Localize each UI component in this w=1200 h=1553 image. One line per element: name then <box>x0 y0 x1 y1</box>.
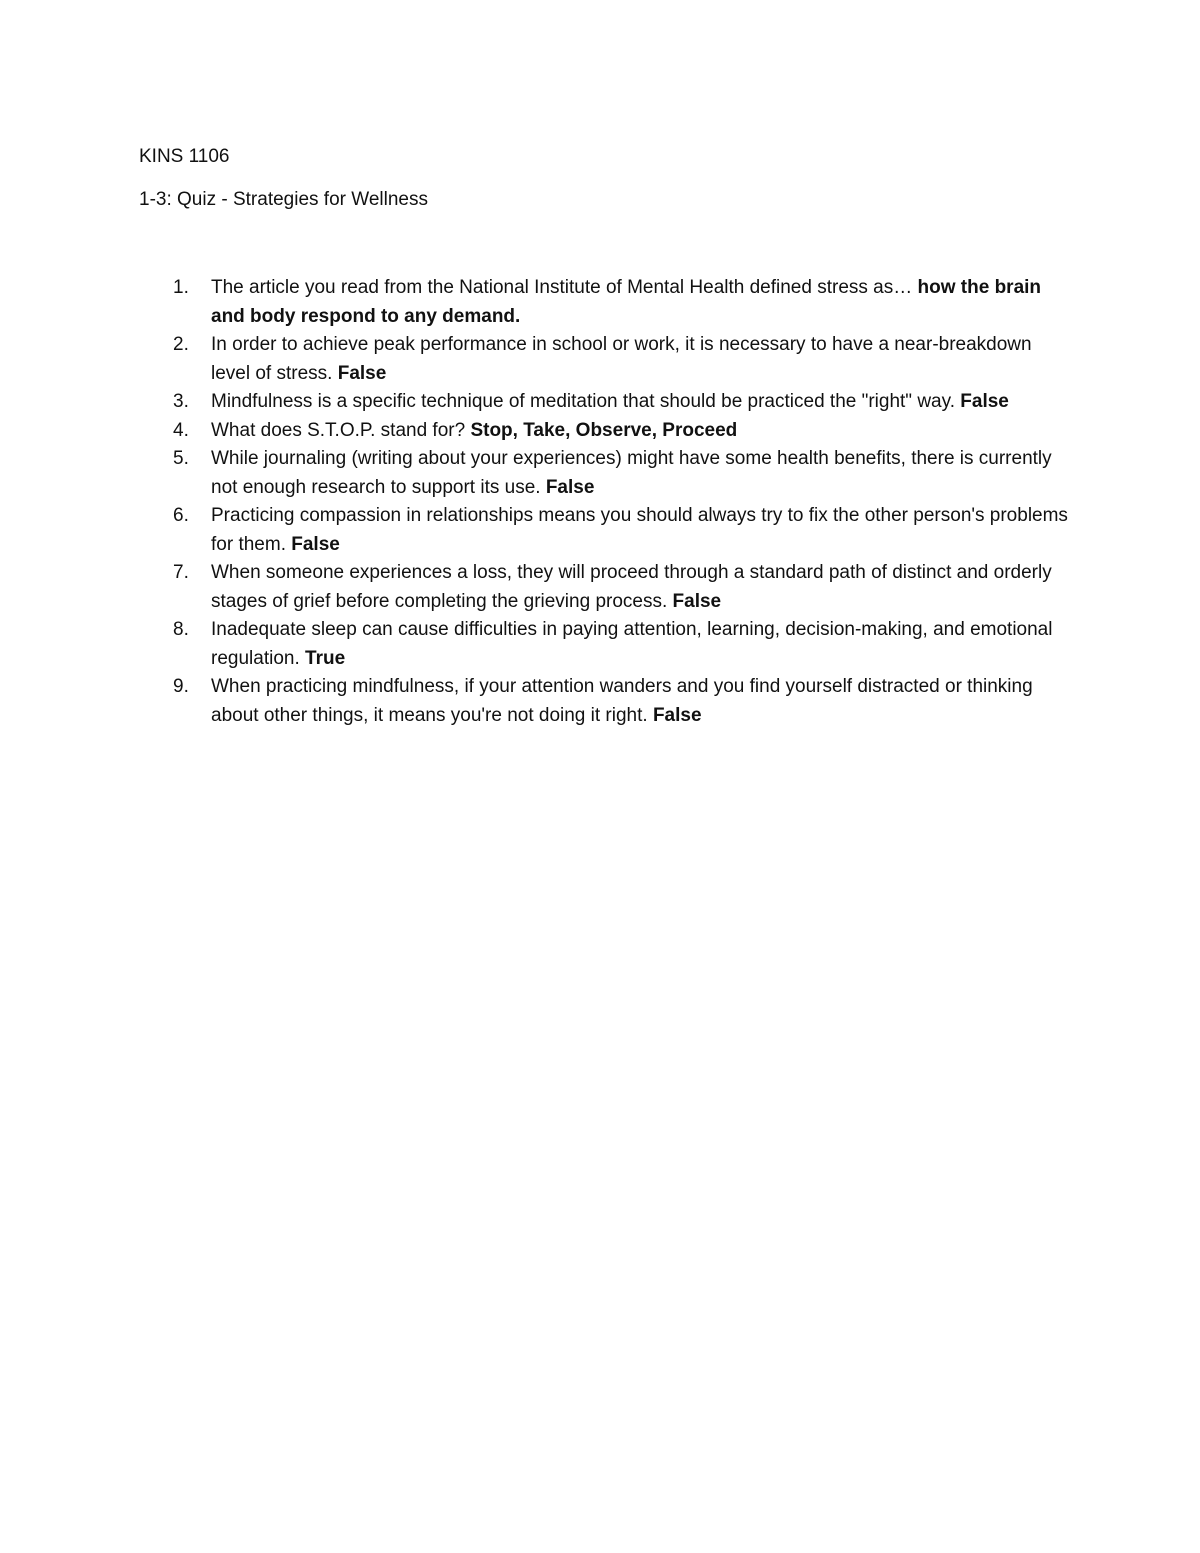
question-number: 6. <box>173 505 189 526</box>
question-list <box>139 274 1069 730</box>
question-answer: False <box>652 704 702 726</box>
question-item-7 <box>139 559 1069 616</box>
question-item-9 <box>139 673 1069 730</box>
question-answer: False <box>960 391 1009 412</box>
question-item-3 <box>139 388 1069 417</box>
question-answer: False <box>672 590 722 612</box>
question-number: 5. <box>173 448 189 469</box>
question-text: Practicing compassion in relationships means you should always try to fix the other person's problems for them. <box>211 505 1068 555</box>
question-item-1 <box>139 274 1069 331</box>
question-text: In order to achieve peak performance in school or work, it is necessary to have a near-breakdown level of stress. <box>211 334 1032 384</box>
question-number: 4. <box>173 419 189 441</box>
question-text: Inadequate sleep can cause difficulties in paying attention, learning, decision-making, and emotional regulation. <box>211 619 1053 669</box>
question-item-8 <box>139 616 1069 673</box>
question-text: The article you read from the National Institute of Mental Health defined stress as… <box>211 277 918 298</box>
question-text: When someone experiences a loss, they will proceed through a standard path of distinct and orderly stages of grief before completing the grieving process. <box>211 562 1052 612</box>
course-code: KINS 1106 <box>139 146 230 167</box>
quiz-title: 1-3: Quiz - Strategies for Wellness <box>139 189 428 210</box>
question-item-2 <box>139 331 1069 388</box>
question-item-5 <box>139 445 1069 502</box>
question-number: 9. <box>173 676 189 697</box>
question-text: When practicing mindfulness, if your attention wanders and you find yourself distracted or thinking about other things, it means you're not doing it right. <box>211 676 1033 726</box>
question-number: 8. <box>173 619 189 640</box>
question-text: Mindfulness is a specific technique of meditation that should be practiced the "right" way. <box>211 391 961 412</box>
question-answer: True <box>305 647 346 669</box>
question-answer: how the brain and body respond to any demand. <box>211 277 1042 327</box>
question-number: 7. <box>173 562 189 583</box>
question-answer: False <box>545 476 595 498</box>
question-number: 1. <box>173 277 189 298</box>
question-item-6 <box>139 502 1069 559</box>
question-number: 3. <box>173 391 189 412</box>
question-text: While journaling (writing about your experiences) might have some health benefits, there is currently not enough research to support its use. <box>211 448 1052 498</box>
question-answer: False <box>337 362 387 384</box>
question-answer: Stop, Take, Observe, Proceed <box>470 419 738 441</box>
question-item-4 <box>139 417 1069 446</box>
question-number: 2. <box>173 334 189 355</box>
question-answer: False <box>291 533 340 555</box>
question-text: What does S.T.O.P. stand for? <box>211 419 471 441</box>
